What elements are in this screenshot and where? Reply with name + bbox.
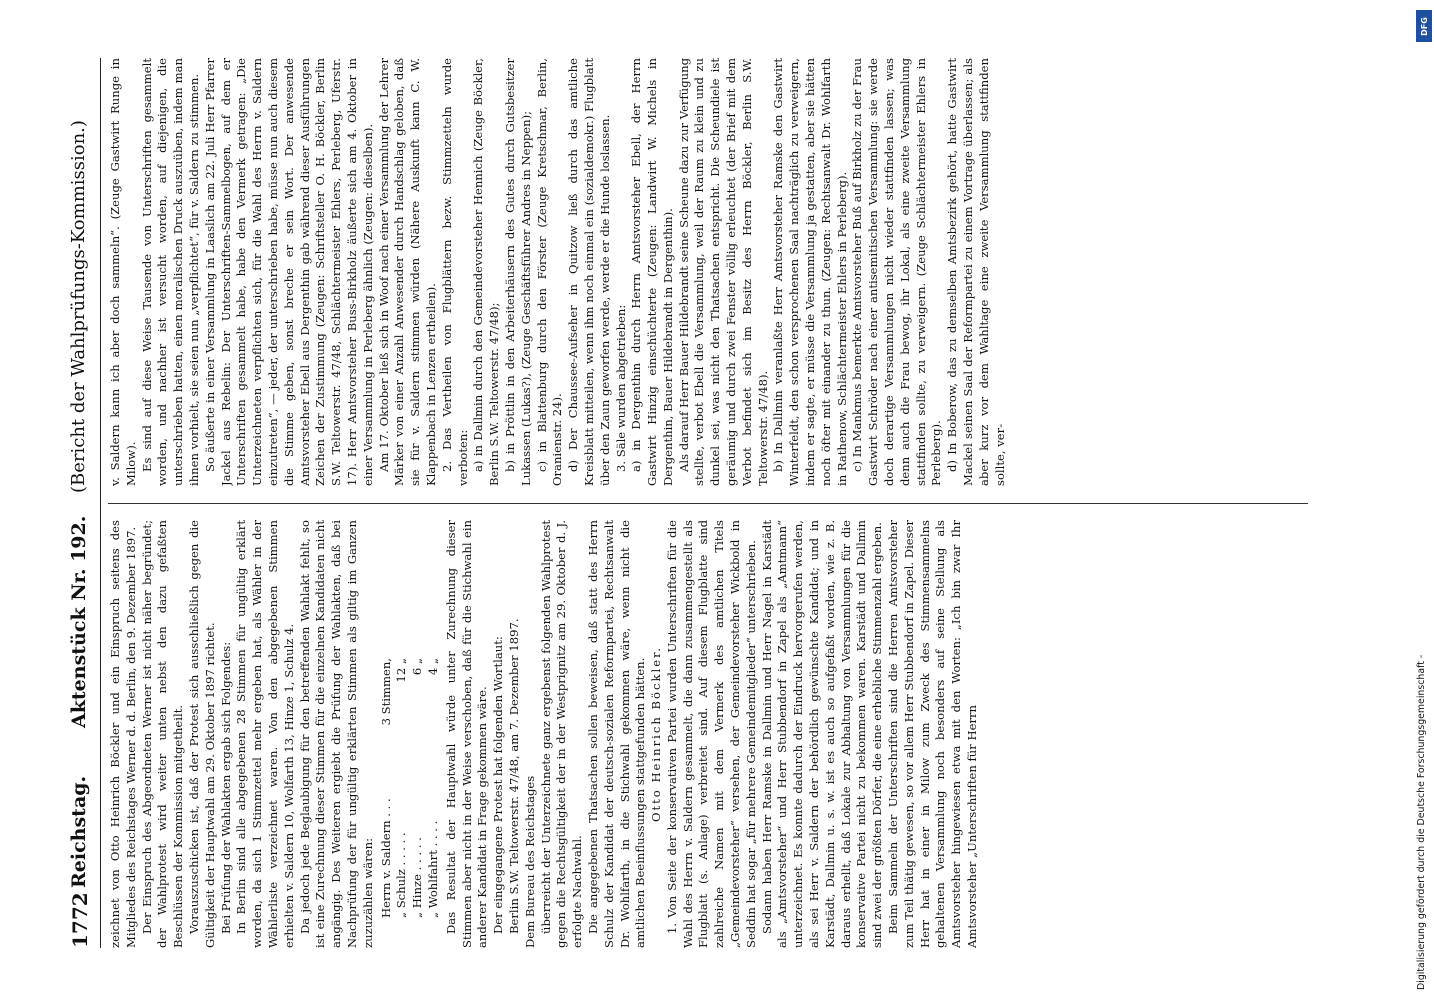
- paragraph: Das Resultat der Hauptwahl würde unter Zurechnung dieser Stimmen aber nicht in der Weise verschoben, daß für die Stichwahl ein anderer Kandidat in Frage gekommen wäre.: [443, 520, 490, 948]
- header-rule: [100, 58, 101, 948]
- running-header: [60, 58, 100, 948]
- paragraph: So äußerte in einer Versammlung in Laaslich am 22. Juli Herr Pfarrer Jackel aus Rebelin: Der Unterschriften-Sammelbogen, auf dem er Unterschriften gesammelt habe, habe den Vermerk getragen: „Die Unterzeichneten verpflichten sich, für die Wahl des Herrn v. Saldern einzutreten“, — jeder, der unterschrieben habe, müsse nun auch diesem die Stimme geben, sonst breche er sein Wort. Der anwesende Amtsvorsteher Ebell aus Dergenthin gab während dieser Ausführungen Zeichen der Zustimmung (Zeugen: Schriftsteller O. H. Böckler, Berlin S.W. Teltowerstr. 47/48, Schlächtermeister Ehlers, Perleberg, Uferstr. 17). Herr Amtsvorsteher Buss-Birkholz äußerte sich am 4. Oktober in einer Versammlung in Perleberg ähnlich (Zeugen: dieselben).: [202, 58, 375, 486]
- paragraph: c) in Blattenburg durch den Förster (Zeuge Kretschmar, Berlin, Oranienstr. 24).: [534, 58, 565, 486]
- vote-row: [379, 658, 395, 918]
- vote-count: 4 „: [425, 658, 440, 676]
- paragraph: überreicht der Unterzeichnete ganz ergebenst folgenden Wahlprotest gegen die Rechtsgültigkeit der in der Westprignitz am 29. Oktober d. J. erfolgte Nachwahl.: [538, 520, 585, 948]
- vote-count: 3 Stimmen,: [378, 658, 393, 726]
- paragraph: Die angegebenen Thatsachen sollen beweisen, daß statt des Herrn Schulz der Kandidat der deutsch-sozialen Reformpartei, Rechtsanwalt Dr. Wohlfarth, in die Stichwahl gekommen wäre, wenn nicht die amtlichen Beeinflussungen stattgefunden hätten.: [585, 520, 648, 948]
- vote-row: [410, 658, 426, 918]
- protest-date-line: Berlin S.W. Teltowerstr. 47/48, am 7. Dezember 1897.: [506, 618, 521, 934]
- vote-row: [426, 658, 442, 918]
- vote-table: [379, 520, 442, 918]
- header-report-title: (Bericht der Wahlprüfungs-Kommission.): [68, 120, 89, 493]
- paragraph: d) Der Chaussee-Aufseher in Quitzow ließ durch das amtliche Kreisblatt mitteilen, wenn ihm noch einmal ein (sozialdemokr.) Flugblatt über den Zaun geworfen werde, werde er die Hunde loslassen.: [566, 58, 612, 486]
- protest-signature: Otto Heinrich Böckler.: [649, 645, 664, 823]
- left-column: [108, 520, 1313, 948]
- column-divider: [108, 503, 1308, 504]
- paragraph: 2. Das Vertheilen von Flugblättern bezw. Stimmzetteln wurde verboten:: [439, 58, 470, 486]
- paragraph: a) in Dallmin durch den Gemeindevorsteher Hennich (Zeuge Böckler, Berlin S.W. Teltowerstr. 47/48);: [471, 58, 502, 486]
- candidate-name: „ Wohlfahrt . . . .: [425, 820, 440, 918]
- paragraph: Als darauf Herr Bauer Hildebrandt seine Scheune dazu zur Verfügung stellte, verbot Ebell die Versammlung, weil der Raum zu klein und zu dunkel sei, was nicht den Thatsachen entspricht. Die Scheundiele ist geräumig und durch zwei Fenster völlig erleuchtet (der Brief mit dem Verbot befindet sich im Besitz des Herrn Böckler, Berlin S.W. Teltowerstr. 47/48).: [676, 58, 770, 486]
- dfg-logo: DFG: [1416, 10, 1432, 42]
- candidate-name: Herrn v. Saldern . . .: [378, 798, 393, 918]
- paragraph: c) In Mankmus bemerkte Amtsvorsteher Buß auf Birkholz zu der Frau Gastwirt Schröder nach einer antisemitischen Versammlung: sie werde doch derartige Versammlungen nicht wieder stattfinden lassen; was denn auch die Frau bewog, ihr Lokal, als eine zweite Versammlung stattfinden sollte, zu verweigern. (Zeuge Schlächtermeister Ehlers in Perleberg).: [850, 58, 944, 486]
- paragraph: v. Saldern kann ich aber doch sammeln“. (Zeuge Gastwirt Runge in Milow).: [108, 58, 138, 486]
- paragraph: Sodann haben Herr Ramske in Dallmin und Herr Nagel in Karstädt als „Amtsvorsteher“ und Herr Stubbendorf in Zapel als „Amtmann“ unterzeichnet. Es konnte dadurch der Eindruck hervorgerufen werden, als sei Herr v. Saldern der behördlich gewünschte Kandidat; und in Karstädt, Dallmin u. s. w. ist es auch so aufgefaßt worden, wie z. B. daraus erhellt, daß Lokale zur Abhaltung von Versammlungen für die konservative Partei nicht zu bekommen waren. Karstädt und Dallmin sind zwei der größten Dörfer, die eine erhebliche Stimmenzahl ergeben.: [759, 520, 885, 948]
- paragraph: Bei Prüfung der Wahlakten ergab sich Folgendes:: [218, 641, 233, 934]
- paragraph: 3. Säle wurden abgetrieben:: [613, 304, 628, 472]
- paragraph: zeichnet von Otto Heinrich Böckler und ein Einspruch seitens des Mitgliedes des Reichstages Werner d. d. Berlin, den 9. Dezember 1897.: [108, 520, 138, 948]
- scanned-document: [60, 58, 1320, 948]
- paragraph: In Berlin sind alle abgegebenen 28 Stimmen für ungültig erklärt worden, da sich 1 Stimmzettel mehr ergeben hat, als Wähler in der Wählerliste verzeichnet waren. Von den abgegebenen Stimmen erhielten v. Saldern 10, Wolfarth 13, Hinze 1, Schulz 4.: [234, 520, 296, 948]
- paragraph: b) in Pröttlin in den Arbeiterhäusern des Gutes durch Gutsbesitzer Lukassen (Lukas?), (Zeuge Geschäftsführer Andres in Neppen);: [502, 58, 533, 486]
- paragraph: b) In Dallmin veranlaßte Herr Amtsvorsteher Ramske den Gastwirt Winterfeldt, den schon versprochenen Saal nachträglich zu verweigern, indem er sagte, er müsse die Versammlung ja gestatten, aber sie hätten noch öfter mit einander zu thun. (Zeugen: Rechtsanwalt Dr. Wohlfarth in Rathenow, Schlächtermeister Ehlers in Perleberg).: [771, 58, 849, 486]
- header-reichstag: Reichstag.: [68, 775, 90, 888]
- page-number: 1772: [68, 892, 92, 948]
- protest-addressee: Dem Bureau des Reichstages: [522, 775, 537, 948]
- paragraph: a) in Dergenthin durch Herrn Amtsvorsteher Ebell, der Herrn Gastwirt Hinzig einschüchterte (Zeugen: Landwirt W. Michels in Dergenthin, Bauer Hildebrandt in Dergenthin).: [629, 58, 675, 486]
- candidate-name: „ Schulz . . . . .: [394, 832, 409, 918]
- paragraph: Da jedoch jede Beglaubigung für den betreffenden Wahlakt fehlt, so ist eine Zurechnung dieser Stimmen für die einzelnen Kandidaten nicht angängig. Des Weiteren ergiebt die Prüfung der Wahlakten, daß bei Nachprüfung der für ungültig erklärten Stimmen als giltig im Ganzen zuzuzählen wären:: [297, 520, 375, 948]
- header-document-number: Aktenstück Nr. 192.: [68, 515, 90, 728]
- paragraph: Es sind auf diese Weise Tausende von Unterschriften gesammelt worden, und nachher ist versucht worden, auf diejenigen, die unterschrieben hatten, einen moralischen Druck auszuüben, indem man ihnen vorhielt, sie seien nun „verpflichtet“, für v. Saldern zu stimmen.: [139, 58, 201, 486]
- paragraph: 1. Von Seite der konservativen Partei wurden Unterschriften für die Wahl des Herrn v. Saldern gesammelt, die dann zusammengestellt als Flugblatt (s. Anlage) verbreitet sind. Auf diesem Flugblatte sind zahlreiche Namen mit dem Vermerk des amtlichen Titels „Gemeindevorsteher“ versehen, der Gemeindevorsteher Wickbold in Seddin hat sogar „für mehrere Gemeindemitglieder“ unterschrieben.: [664, 520, 758, 948]
- vote-count: 12 „: [394, 658, 409, 683]
- paragraph: Am 17. Oktober ließ sich in Woof nach einer Versammlung der Lehrer Märker von einer Anzahl Anwesender durch Handschlag geloben, daß sie für v. Saldern stimmen würden (Nähere Auskunft kann C. W. Klappenbach in Lenzen ertheilen).: [376, 58, 438, 486]
- vote-count: 6 „: [410, 658, 425, 676]
- digitization-credit: Digitalisierung gefördert durch die Deutsche Forschungsgemeinschaft -: [1416, 654, 1427, 990]
- candidate-name: „ Hinze . . . . .: [410, 837, 425, 918]
- vote-row: [394, 658, 410, 918]
- paragraph: Vorauszuschicken ist, daß der Protest sich ausschließlich gegen die Gültigkeit der Hauptwahl am 29. Oktober 1897 richtet.: [186, 520, 217, 948]
- right-column: [108, 58, 1313, 486]
- paragraph: Der Einspruch des Abgeordneten Werner ist nicht näher begründet; der Wahlprotest wird weiter unten nebst den dazu gefaßten Beschlüssen der Kommission mitgetheilt.: [139, 520, 186, 948]
- paragraph: d) In Boberow, das zu demselben Amtsbezirk gehört, hatte Gastwirt Mackel seinen Saal der Reformpartei zu einem Vortrage überlassen; als aber kurz vor dem Wahltage eine zweite Versammlung stattfinden sollte, ver-: [945, 58, 1007, 486]
- paragraph: Der eingegangene Protest hat folgenden Wortlaut:: [491, 636, 506, 934]
- paragraph: Beim Sammeln der Unterschriften sind die Herren Amtsvorsteher zum Teil thätig gewesen, so vor allem Herr Stubbendorf in Zapel. Dieser Herr hat in einer in Milow zum Zweck des Stimmensammelns gehaltenen Versammlung noch besonders auf seine Stellung als Amtsvorsteher hingewiesen etwa mit den Worten: „Ich bin zwar Ihr Amtsvorsteher „Unterschriften für Herrn: [886, 520, 980, 948]
